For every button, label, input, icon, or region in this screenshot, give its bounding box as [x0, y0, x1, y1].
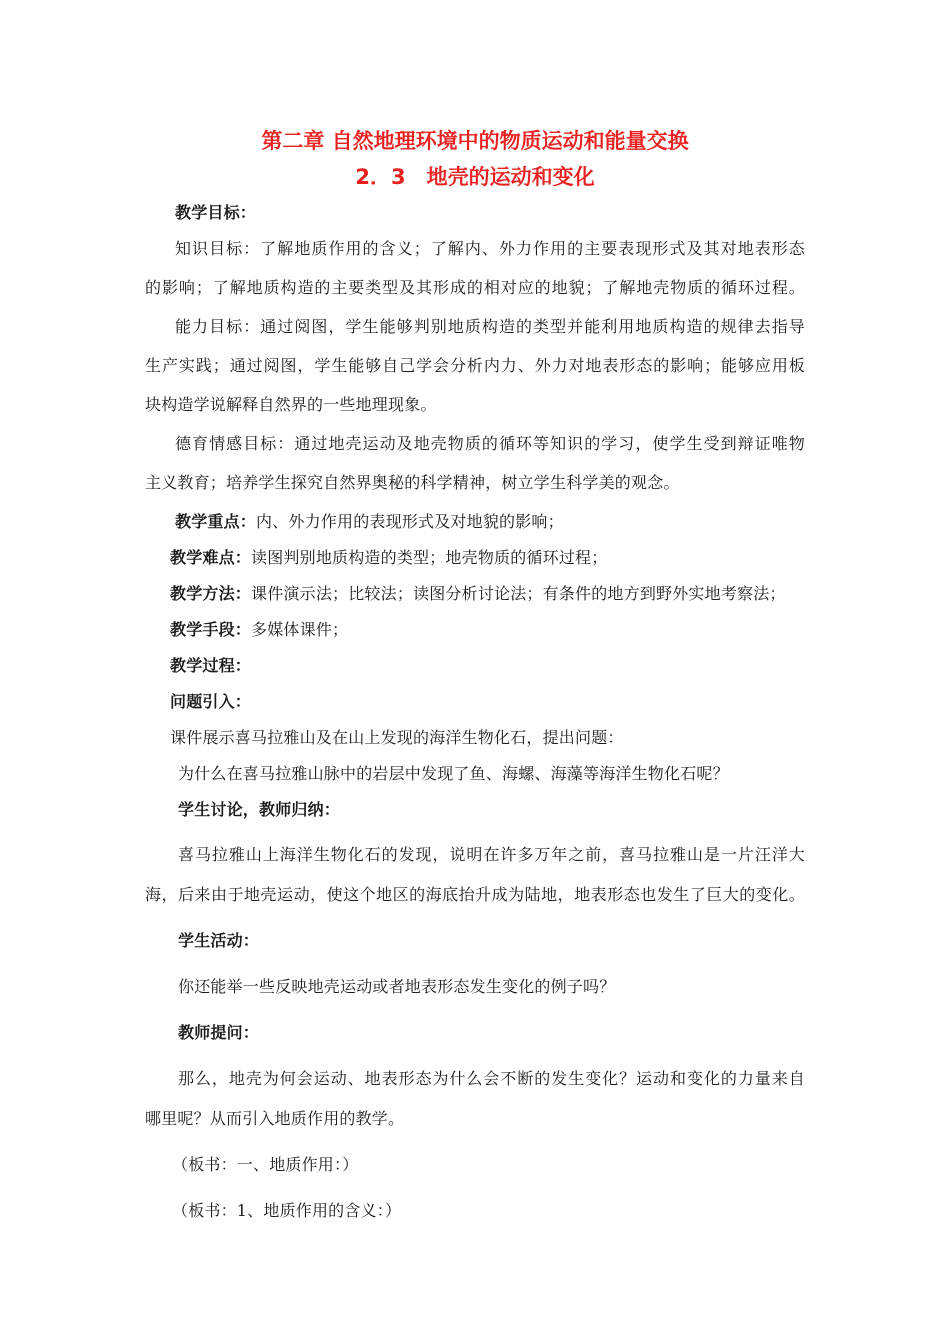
difficulties-text: 读图判别地质构造的类型；地壳物质的循环过程；: [251, 548, 608, 567]
key-points: [175, 509, 564, 532]
question-line: 为什么在喜马拉雅山脉中的岩层中发现了鱼、海螺、海藻等海洋生物化石呢？: [178, 764, 729, 783]
methods-text: 课件演示法；比较法；读图分析讨论法；有条件的地方到野外实地考察法；: [251, 584, 786, 603]
key-points-text: 内、外力作用的表现形式及对地貌的影响；: [256, 512, 564, 531]
means: [170, 617, 348, 640]
ability-goal-line-1: 能力目标：通过阅图，学生能够判别地质构造的类型并能利用地质构造的规律去指导: [175, 317, 805, 336]
activity-line: 你还能举一些反映地壳运动或者地表形态发生变化的例子吗？: [178, 977, 616, 996]
discussion-heading: 学生讨论，教师归纳：: [178, 800, 341, 819]
board-note-1: （板书：一、地质作用：）: [172, 1155, 359, 1174]
intro-heading: 问题引入：: [170, 692, 252, 711]
summary-line-1: 喜马拉雅山上海洋生物化石的发现，说明在许多万年之前，喜马拉雅山是一片汪洋大: [178, 845, 805, 864]
section-title: 2．3 地壳的运动和变化: [355, 165, 595, 189]
teacher-line-2: 哪里呢？从而引入地质作用的教学。: [145, 1109, 405, 1128]
ability-goal-line-3: 块构造学说解释自然界的一些地理现象。: [145, 395, 437, 414]
intro-line: 课件展示喜马拉雅山及在山上发现的海洋生物化石，提出问题：: [170, 728, 624, 747]
difficulties: [170, 545, 607, 568]
chapter-title: 第二章 自然地理环境中的物质运动和能量交换: [261, 129, 689, 153]
teacher-heading: 教师提问：: [178, 1023, 260, 1042]
means-text: 多媒体课件；: [251, 620, 349, 639]
methods: [170, 581, 786, 604]
knowledge-goal-line-1: 知识目标：了解地质作用的含义；了解内、外力作用的主要表现形式及其对地表形态: [175, 239, 805, 258]
ability-goal-line-2: 生产实践；通过阅图，学生能够自己学会分析内力、外力对地表形态的影响；能够应用板: [145, 356, 805, 375]
process-heading: 教学过程：: [170, 656, 252, 675]
board-note-2: （板书：1、地质作用的含义：）: [172, 1201, 402, 1220]
difficulties-label: 教学难点：: [170, 548, 252, 567]
teacher-line-1: 那么，地壳为何会运动、地表形态为什么会不断的发生变化？运动和变化的力量来自: [178, 1069, 805, 1088]
summary-line-2: 海，后来由于地壳运动，使这个地区的海底抬升成为陆地，地表形态也发生了巨大的变化。: [145, 885, 805, 904]
methods-label: 教学方法：: [170, 584, 252, 603]
means-label: 教学手段：: [170, 620, 252, 639]
key-points-label: 教学重点：: [175, 512, 257, 531]
goals-heading: 教学目标：: [175, 203, 257, 222]
moral-goal-line-1: 德育情感目标：通过地壳运动及地壳物质的循环等知识的学习，使学生受到辩证唯物: [175, 434, 805, 453]
activity-heading: 学生活动：: [178, 931, 260, 950]
knowledge-goal-line-2: 的影响；了解地质构造的主要类型及其形成的相对应的地貌；了解地壳物质的循环过程。: [145, 278, 805, 297]
moral-goal-line-2: 主义教育；培养学生探究自然界奥秘的科学精神，树立学生科学美的观念。: [145, 473, 680, 492]
